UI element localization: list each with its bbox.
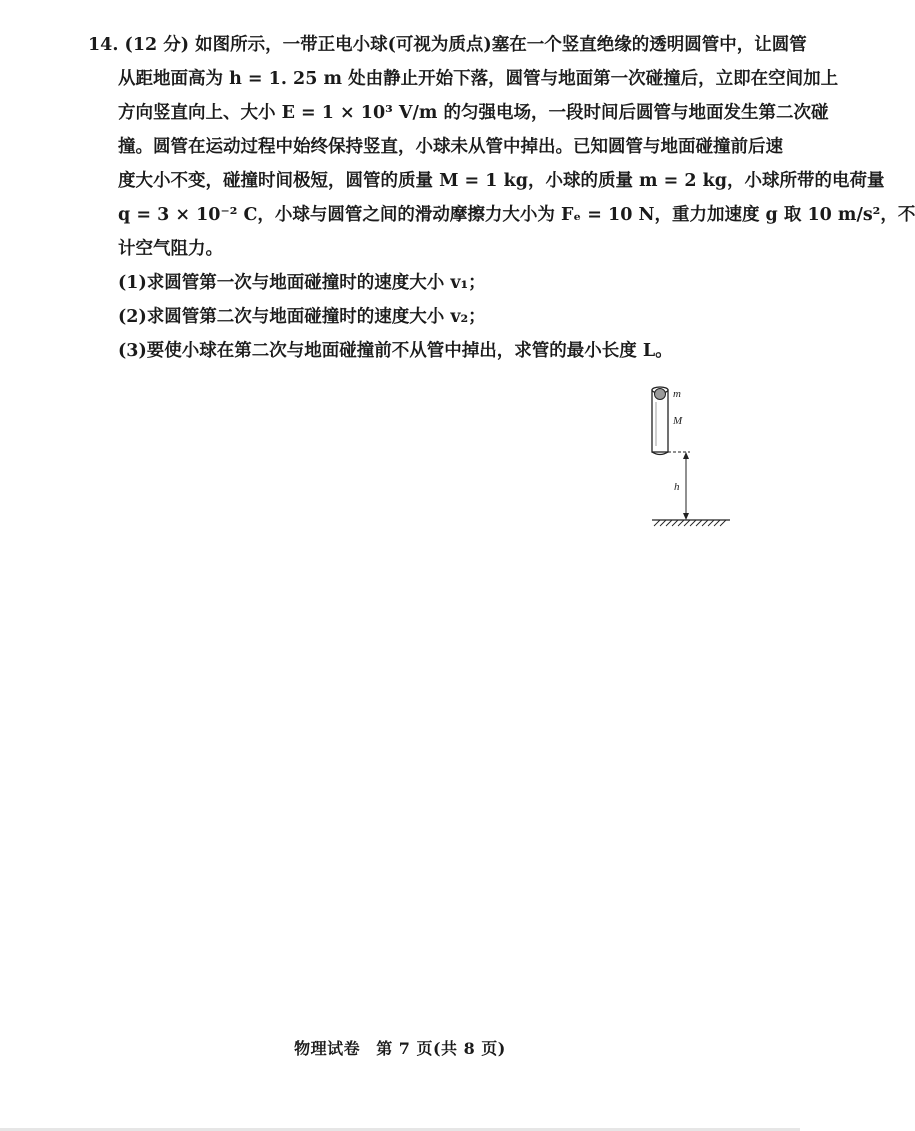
- page-footer: [0, 1036, 800, 1059]
- question-1: (1)求圆管第一次与地面碰撞时的速度大小 v₁；: [118, 273, 486, 293]
- ball: [655, 389, 666, 400]
- problem-line: 方向竖直向上、大小 E = 1 × 10³ V/m 的匀强电场，一段时间后圆管与地面发生第二次碰: [118, 103, 829, 123]
- question-3: (3)要使小球在第二次与地面碰撞前不从管中掉出，求管的最小长度 L。: [118, 341, 673, 361]
- height-arrow-up: [683, 452, 689, 459]
- label-h: h: [674, 481, 680, 493]
- problem-line: 度大小不变，碰撞时间极短，圆管的质量 M = 1 kg，小球的质量 m = 2 kg，小球所带的电荷量: [118, 171, 885, 191]
- problem-line: 撞。圆管在运动过程中始终保持竖直，小球未从管中掉出。已知圆管与地面碰撞前后速: [118, 137, 783, 157]
- footer-page-number: 第 7 页(共 8 页): [376, 1039, 506, 1058]
- tube-diagram-svg: [640, 380, 750, 530]
- problem-line: q = 3 × 10⁻² C，小球与圆管之间的滑动摩擦力大小为 Fₑ = 10 N，重力加速度 g 取 10 m/s²，不: [118, 205, 915, 225]
- label-m: m: [673, 388, 681, 400]
- problem-line: 14. (12 分) 如图所示，一带正电小球(可视为质点)塞在一个竖直绝缘的透明圆管中，让圆管: [88, 35, 807, 55]
- problem-14: [88, 28, 915, 368]
- question-2: (2)求圆管第二次与地面碰撞时的速度大小 v₂；: [118, 307, 486, 327]
- problem-line: 计空气阻力。: [118, 239, 223, 259]
- label-M: M: [673, 415, 683, 427]
- problem-line: 从距地面高为 h = 1. 25 m 处由静止开始下落，圆管与地面第一次碰撞后，立即在空间加上: [118, 69, 839, 89]
- footer-subject: 物理试卷: [294, 1039, 361, 1058]
- height-arrow-down: [683, 513, 689, 520]
- ground-hatching: [654, 520, 726, 526]
- tube-diagram: [640, 380, 750, 530]
